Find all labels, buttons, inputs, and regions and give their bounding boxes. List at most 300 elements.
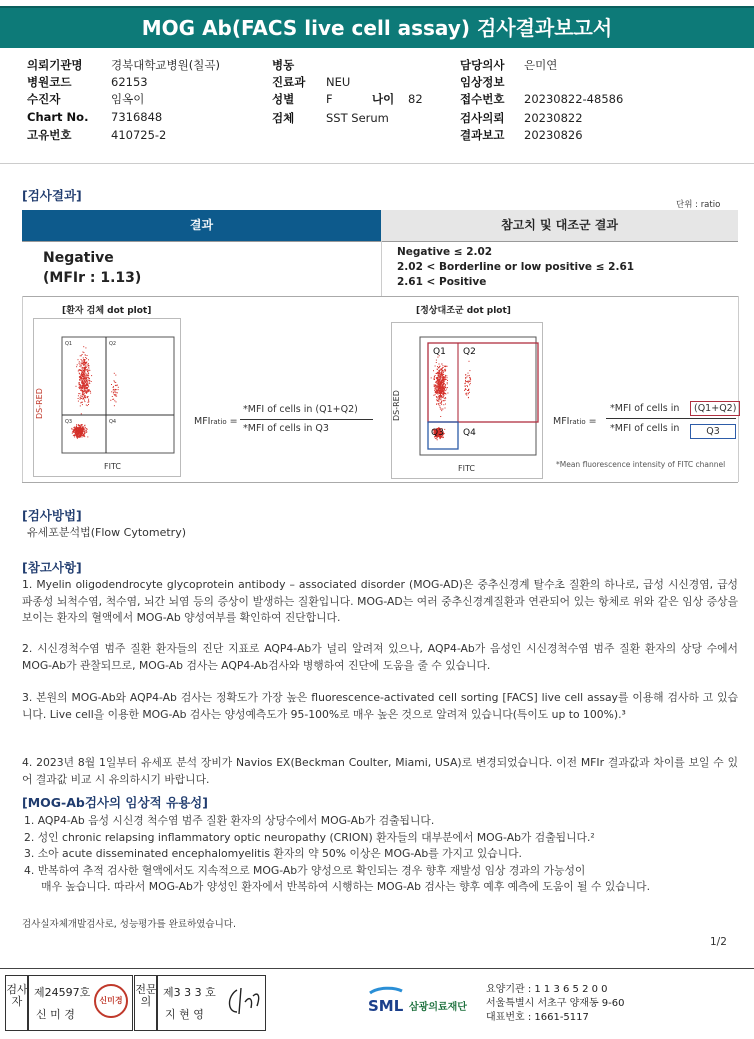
- dot: [468, 381, 469, 382]
- dot: [439, 374, 440, 375]
- dot: [80, 397, 81, 398]
- dot: [443, 380, 444, 381]
- quadrant-label: Q1: [433, 347, 446, 357]
- dot: [83, 373, 84, 374]
- dot: [88, 377, 89, 378]
- dot: [79, 369, 80, 370]
- dot: [83, 434, 84, 435]
- dot: [82, 426, 83, 427]
- divider: [738, 296, 739, 482]
- dot: [115, 394, 116, 395]
- dot: [88, 375, 89, 376]
- dot: [445, 400, 446, 401]
- dot: [438, 404, 439, 405]
- dot: [80, 437, 81, 438]
- dot: [436, 360, 437, 361]
- dot: [88, 396, 89, 397]
- dot: [78, 429, 79, 430]
- notes-heading: [참고사항]: [22, 560, 82, 575]
- dot: [446, 375, 447, 376]
- certification-note: 검사실자체개발검사로, 성능평가를 완료하였습니다.: [22, 919, 236, 930]
- dot: [437, 369, 438, 370]
- unit-label: 단위 : ratio: [676, 200, 721, 210]
- dot: [436, 397, 437, 398]
- dot: [76, 424, 77, 425]
- dot: [84, 372, 85, 373]
- dot: [443, 372, 444, 373]
- dot: [83, 431, 84, 432]
- dot: [82, 435, 83, 436]
- dot: [438, 389, 439, 390]
- dot: [81, 398, 82, 399]
- utility-item: 매우 높습니다. 따라서 MOG-Ab가 양성인 환자에서 반복하여 시행하는 MOG-Ab 검사는 향후 예후 예측에 도움이 될 수 있습니다.: [24, 880, 650, 893]
- dot: [78, 395, 79, 396]
- dot: [465, 380, 466, 381]
- dot: [434, 376, 435, 377]
- mfi-numerator: *MFI of cells in: [610, 403, 680, 414]
- dot: [77, 429, 78, 430]
- dot: [81, 380, 82, 381]
- dot: [76, 426, 77, 427]
- dot: [444, 383, 445, 384]
- patient-dot-plot-svg: [34, 319, 180, 476]
- dot: [438, 373, 439, 374]
- dot: [75, 432, 76, 433]
- dot: [81, 364, 82, 365]
- dot: [444, 366, 445, 367]
- dot: [437, 439, 438, 440]
- dot: [83, 393, 84, 394]
- info-value: NEU: [326, 75, 351, 89]
- dot: [82, 363, 83, 364]
- note-paragraph: 4. 2023년 8월 1일부터 유세포 분석 장비가 Navios EX(Beckman Coulter, Miami, USA)로 변경되었습니다. 이전 MFIr 결과값과 차이를 보일 수 있어 결과값 비교 시 유의하시기 바랍니다.: [22, 756, 738, 786]
- dot: [79, 387, 80, 388]
- dot: [438, 398, 439, 399]
- quadrant-label: Q4: [463, 428, 476, 438]
- dot: [435, 385, 436, 386]
- doctor-label-box: [134, 975, 158, 1031]
- dot: [87, 355, 88, 356]
- dot: [434, 379, 435, 380]
- dot: [82, 376, 83, 377]
- dot: [83, 436, 84, 437]
- dot: [73, 429, 74, 430]
- mfi-numerator-box: (Q1+Q2): [690, 401, 740, 416]
- dot: [113, 389, 114, 390]
- dot: [86, 379, 87, 380]
- tester-label: 검사자: [6, 983, 28, 1008]
- dot: [81, 434, 82, 435]
- info-label: 접수번호: [460, 92, 505, 106]
- dot: [437, 379, 438, 380]
- dot: [88, 367, 89, 368]
- note-paragraph: 2. 시신경척수염 범주 질환 환자들의 진단 지표로 AQP4-Ab가 널리 알려져 있으나, AQP4-Ab가 음성인 시신경척수염 범주 질환 환자의 상당 수에서 MOG-Ab가 관찰되므로, MOG-Ab 검사는 AQP4-Ab검사와 병행하여 진단에 도움을 줄 수 있습니다.: [22, 642, 738, 672]
- dot: [443, 378, 444, 379]
- mfi-label: MFI: [553, 416, 570, 427]
- dot: [86, 381, 87, 382]
- info-value: 20230822-48586: [524, 92, 624, 106]
- info-value: SST Serum: [326, 111, 389, 125]
- dot: [440, 388, 441, 389]
- plot-ylabel: DS-RED: [392, 390, 401, 421]
- dot: [437, 366, 438, 367]
- dot: [436, 438, 437, 439]
- dot: [436, 381, 437, 382]
- dot: [437, 400, 438, 401]
- dot: [439, 399, 440, 400]
- dot: [86, 374, 87, 375]
- dot: [114, 373, 115, 374]
- dot: [87, 429, 88, 430]
- dot: [84, 371, 85, 372]
- reference-ranges: [397, 245, 634, 290]
- dot: [90, 391, 91, 392]
- mfi-denominator-box: Q3: [690, 424, 736, 439]
- dot: [439, 364, 440, 365]
- dot: [441, 396, 442, 397]
- dot: [79, 383, 80, 384]
- dot: [436, 383, 437, 384]
- dot: [434, 378, 435, 379]
- dot: [439, 391, 440, 392]
- dot: [82, 429, 83, 430]
- dot: [72, 429, 73, 430]
- dot: [77, 427, 78, 428]
- dot: [87, 371, 88, 372]
- info-col2: [272, 57, 423, 127]
- dot: [442, 385, 443, 386]
- mfi-numerator: *MFI of cells in (Q1+Q2): [243, 404, 358, 415]
- dot: [433, 395, 434, 396]
- utility-item: 2. 성인 chronic relapsing inflammatory optic neuropathy (CRION) 환자들의 대부분에서 MOG-Ab가 검출됩니다.²: [24, 830, 595, 844]
- dot: [441, 364, 442, 365]
- dot: [438, 377, 439, 378]
- dot: [442, 370, 443, 371]
- dot: [84, 432, 85, 433]
- quadrant-label: Q3: [65, 419, 73, 425]
- utility-item: 1. AQP4-Ab 음성 시신경 척수염 범주 질환 환자의 상당수에서 MOG-Ab가 검출됩니다.: [24, 814, 435, 827]
- dot: [435, 391, 436, 392]
- report-title: MOG Ab(FACS live cell assay) 검사결과보고서: [0, 6, 754, 48]
- dot: [88, 372, 89, 373]
- plot-ylabel: DS-RED: [35, 388, 44, 419]
- info-label: 결과보고: [460, 128, 505, 142]
- dot: [445, 390, 446, 391]
- dot: [442, 381, 443, 382]
- dot: [89, 383, 90, 384]
- dot: [79, 434, 80, 435]
- mfi-label: MFI: [194, 416, 211, 427]
- dot: [469, 392, 470, 393]
- dot: [78, 401, 79, 402]
- dot: [78, 359, 79, 360]
- info-value: 은미연: [524, 58, 558, 72]
- dot: [436, 391, 437, 392]
- dot: [447, 383, 448, 384]
- dot: [76, 436, 77, 437]
- dot: [82, 361, 83, 362]
- control-dot-plot: [391, 322, 543, 479]
- dot: [85, 373, 86, 374]
- dot: [85, 383, 86, 384]
- dot: [85, 355, 86, 356]
- dot: [88, 365, 89, 366]
- seal-stamp: 신미경: [94, 984, 128, 1018]
- dot: [114, 395, 115, 396]
- dot: [78, 424, 79, 425]
- dot: [434, 386, 435, 387]
- dot: [79, 425, 80, 426]
- dot: [443, 400, 444, 401]
- dot: [113, 392, 114, 393]
- info-value: 20230822: [524, 111, 583, 125]
- dot: [83, 361, 84, 362]
- dot: [443, 384, 444, 385]
- logo-text: SML: [368, 997, 404, 1015]
- sml-logo-icon: [366, 985, 406, 1015]
- dot: [447, 382, 448, 383]
- dot: [442, 409, 443, 410]
- doctor-label: 전문의: [135, 983, 157, 1008]
- dot: [438, 384, 439, 385]
- dot: [443, 395, 444, 396]
- dot: [435, 388, 436, 389]
- dot: [440, 374, 441, 375]
- dot: [439, 393, 440, 394]
- dot: [84, 367, 85, 368]
- dot: [88, 359, 89, 360]
- utility-item: 4. 반복하여 추적 검사한 혈액에서도 지속적으로 MOG-Ab가 양성으로 확인되는 경우 향후 재발성 임상 경과의 가능성이: [24, 863, 586, 877]
- dot: [85, 385, 86, 386]
- dot: [83, 370, 84, 371]
- dot: [81, 367, 82, 368]
- plot-frame: [62, 337, 174, 453]
- dot: [84, 385, 85, 386]
- dot: [436, 389, 437, 390]
- dot: [440, 409, 441, 410]
- dot: [79, 432, 80, 433]
- dot: [447, 393, 448, 394]
- info-label: Chart No.: [27, 110, 89, 124]
- dot: [87, 396, 88, 397]
- signature-icon: [223, 982, 263, 1020]
- dot: [72, 431, 73, 432]
- dot: [443, 396, 444, 397]
- dot: [79, 386, 80, 387]
- dot: [443, 387, 444, 388]
- dot: [78, 393, 79, 394]
- page-number: 1/2: [710, 936, 727, 948]
- dot: [445, 366, 446, 367]
- dot: [468, 389, 469, 390]
- result-value: Negative: [43, 250, 114, 266]
- dot: [82, 383, 83, 384]
- dot: [80, 405, 81, 406]
- dot: [80, 433, 81, 434]
- dot: [80, 378, 81, 379]
- dot: [466, 377, 467, 378]
- tester-box: [27, 975, 133, 1031]
- info-label: 병동: [272, 58, 295, 72]
- method-heading: [검사방법]: [22, 508, 82, 523]
- dot: [112, 399, 113, 400]
- info-label: 의뢰기관명: [27, 58, 83, 72]
- dot: [445, 393, 446, 394]
- patient-plot-title: [환자 검체 dot plot]: [62, 306, 152, 316]
- dot: [436, 386, 437, 387]
- dot: [79, 382, 80, 383]
- dot: [442, 367, 443, 368]
- dot: [441, 398, 442, 399]
- dot: [440, 393, 441, 394]
- dot: [466, 381, 467, 382]
- dot: [440, 407, 441, 408]
- dot: [86, 431, 87, 432]
- dot: [79, 380, 80, 381]
- dot: [82, 354, 83, 355]
- dot: [111, 384, 112, 385]
- dot: [439, 371, 440, 372]
- dot: [83, 352, 84, 353]
- dot: [442, 384, 443, 385]
- dot: [439, 380, 440, 381]
- dot: [81, 363, 82, 364]
- dot: [441, 381, 442, 382]
- dot: [438, 382, 439, 383]
- dot: [85, 369, 86, 370]
- dot: [84, 381, 85, 382]
- dot: [81, 389, 82, 390]
- dot: [447, 366, 448, 367]
- reference-line: 2.02 < Borderline or low positive ≤ 2.61: [397, 261, 635, 273]
- dot: [82, 428, 83, 429]
- divider: [22, 296, 23, 482]
- dot: [444, 388, 445, 389]
- dot: [442, 380, 443, 381]
- info-value: 20230826: [524, 128, 583, 142]
- dot: [440, 438, 441, 439]
- dot: [73, 435, 74, 436]
- dot: [82, 394, 83, 395]
- dot: [83, 398, 84, 399]
- dot: [468, 373, 469, 374]
- dot: [79, 393, 80, 394]
- dot: [436, 362, 437, 363]
- dot: [438, 388, 439, 389]
- dot: [81, 425, 82, 426]
- dot: [85, 379, 86, 380]
- dot: [445, 369, 446, 370]
- dot: [440, 390, 441, 391]
- dot: [84, 365, 85, 366]
- info-col1: [27, 57, 220, 144]
- quadrant-label: Q1: [65, 341, 73, 347]
- dot: [78, 427, 79, 428]
- dot: [116, 396, 117, 397]
- info-label: 병원코드: [27, 75, 72, 89]
- dot: [441, 402, 442, 403]
- age-label: 나이: [372, 92, 395, 106]
- dot: [466, 395, 467, 396]
- dot: [445, 384, 446, 385]
- dot: [76, 428, 77, 429]
- dot: [441, 410, 442, 411]
- dot: [86, 362, 87, 363]
- doctor-number: 제3 3 3 호: [163, 986, 216, 999]
- dot: [80, 402, 81, 403]
- dot: [89, 370, 90, 371]
- dot: [469, 370, 470, 371]
- dot: [116, 389, 117, 390]
- dot: [436, 387, 437, 388]
- dot: [86, 377, 87, 378]
- dot: [86, 384, 87, 385]
- dot: [445, 385, 446, 386]
- dot: [465, 389, 466, 390]
- dot: [439, 397, 440, 398]
- result-mfir: (MFIr : 1.13): [43, 270, 142, 286]
- control-dot-plot-svg: [392, 323, 542, 478]
- info-value: 7316848: [111, 110, 163, 124]
- dot: [117, 392, 118, 393]
- dot: [80, 364, 81, 365]
- dot: [78, 425, 79, 426]
- dot: [89, 382, 90, 383]
- dot: [73, 431, 74, 432]
- info-value: 임옥이: [111, 92, 145, 106]
- dot: [84, 368, 85, 369]
- org-code: 요양기관 : 1 1 3 6 5 2 0 0: [486, 984, 608, 995]
- dot: [79, 376, 80, 377]
- dot: [88, 386, 89, 387]
- dot: [84, 360, 85, 361]
- dot: [443, 393, 444, 394]
- age-value: 82: [408, 92, 423, 106]
- dot: [440, 386, 441, 387]
- dot: [441, 370, 442, 371]
- utility-heading: [MOG-Ab검사의 임상적 유용성]: [22, 795, 208, 810]
- mfi-sub: ratio: [210, 418, 227, 426]
- mfi-label-patient: MFIratio =: [194, 416, 238, 427]
- info-label: 고유번호: [27, 128, 72, 142]
- tester-label-box: [5, 975, 29, 1031]
- dot: [81, 374, 82, 375]
- dot: [84, 401, 85, 402]
- dot: [78, 435, 79, 436]
- dot: [76, 432, 77, 433]
- dot: [440, 387, 441, 388]
- dot: [81, 365, 82, 366]
- dot: [87, 380, 88, 381]
- dot: [442, 382, 443, 383]
- dot: [79, 430, 80, 431]
- dot: [86, 385, 87, 386]
- dot: [74, 434, 75, 435]
- dot: [74, 427, 75, 428]
- dot: [77, 438, 78, 439]
- dot: [86, 429, 87, 430]
- dot: [85, 362, 86, 363]
- dot: [83, 428, 84, 429]
- dot: [87, 385, 88, 386]
- dot: [467, 390, 468, 391]
- dot: [114, 394, 115, 395]
- dot: [434, 390, 435, 391]
- dot: [469, 384, 470, 385]
- dot: [435, 438, 436, 439]
- divider: [0, 163, 754, 164]
- info-label: 검사의뢰: [460, 111, 505, 125]
